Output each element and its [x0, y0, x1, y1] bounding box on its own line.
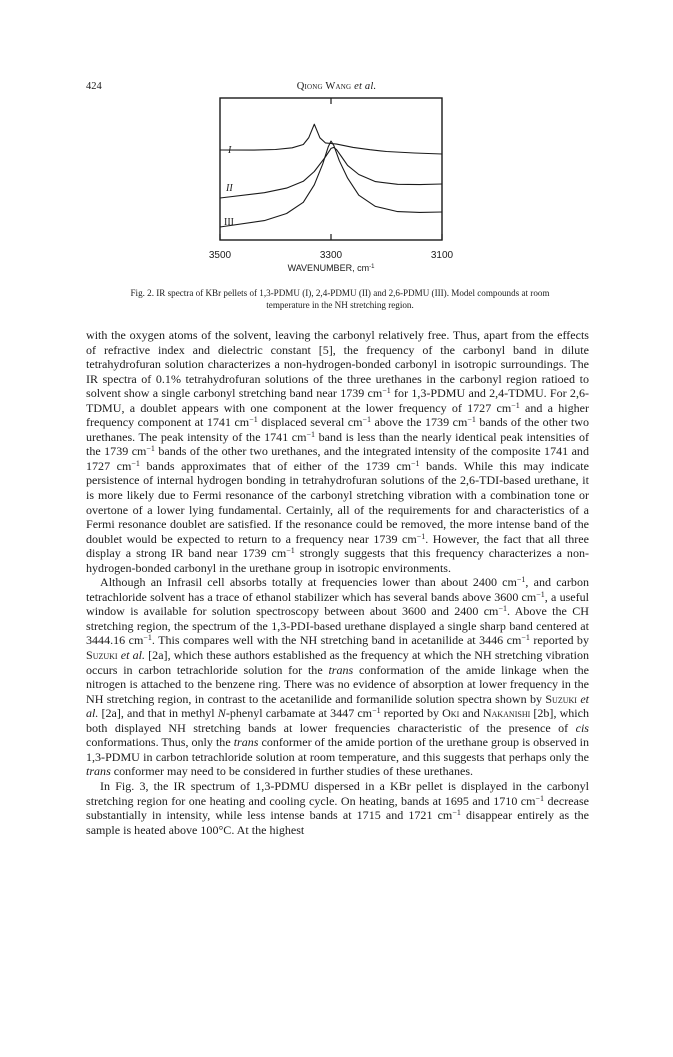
italic-text: et al. — [86, 691, 590, 721]
text-run: and — [459, 706, 483, 721]
superscript: −1 — [516, 575, 526, 585]
superscript: −1 — [131, 458, 140, 468]
text-run: with the oxygen atoms of the solvent, leaving the carbonyl relatively free. Thus, apart from the effects of refractive index and dielectric constant [5], the frequency of the carbonyl band in dilute tetrahydrofuran solution characterizes a non-hydrogen-bonded carbonyl in isotropic surroundings. The IR spectra of 0.1% tetrahydrofuran solutions of the three urethanes in the carbonyl region ratioed to solvent show a single carbonyl stretching band near 1739 cm — [86, 328, 589, 401]
text-run: reported by — [380, 706, 443, 721]
text-run: conformer of the amide portion of the urethane group is observed in 1,3-PDMU in carbon tetrachloride solution at room temperature, and this suggests that perhaps only the — [86, 735, 589, 764]
superscript: −1 — [467, 415, 476, 425]
curve-label-I: I — [228, 145, 232, 156]
text-run: [2b], which both displayed NH stretching bands at lower frequencies characteristic of the presence of — [86, 706, 590, 735]
text-run: decrease substantially in intensity, while less intense bands at 1715 and 1721 cm — [86, 793, 589, 823]
text-run: conformer may need to be considered in further studies of these urethanes. — [110, 764, 474, 779]
italic-text: et al. — [120, 648, 146, 663]
text-run: [2a], which these authors established as the frequency at which the NH stretching vibration occurs in carbon tetrachloride solution for the — [86, 648, 590, 677]
author-name: Suzuki — [545, 691, 577, 706]
text-run: , a useful window is available for solution spectroscopy between about 3600 and 2400 cm — [86, 589, 590, 619]
superscript: −1 — [382, 386, 391, 396]
superscript: −1 — [536, 589, 545, 599]
superscript: −1 — [306, 429, 316, 439]
x-tick-label: 3100 — [430, 250, 454, 261]
text-run: Although an Infrasil cell absorbs totally at frequencies lower than about 2400 cm — [100, 575, 517, 590]
running-head-etal: et al. — [354, 81, 377, 92]
text-run: . This compares well with the NH stretching band in acetanilide at 3446 cm — [151, 633, 522, 648]
body-paragraph — [86, 779, 589, 837]
superscript: −1 — [411, 458, 420, 468]
author-name: Suzuki — [86, 648, 118, 663]
text-run: bands of the other two urethanes, and the integrated intensity of the composite 1741 and 1727 cm — [86, 444, 589, 473]
spectrum-curve-I — [220, 124, 442, 154]
x-axis-label-sup: -1 — [369, 264, 375, 270]
text-run: bands approximates that of either of the 1739 cm — [139, 458, 412, 473]
curve-label-III: III — [224, 217, 234, 228]
text-run: In Fig. 3, the IR spectrum of 1,3-PDMU dispersed in a KBr pellet is displayed in the carbonyl stretching region for one heating and cooling cycle. On heating, bands at 1695 and 1710 cm — [86, 778, 589, 808]
superscript: −1 — [452, 808, 461, 818]
text-run: bands of the other two urethanes. The peak intensity of the 1741 cm — [86, 415, 589, 444]
text-run: [2a], and that in methyl — [98, 706, 218, 721]
superscript: −1 — [146, 444, 155, 454]
italic-text: trans — [328, 662, 354, 677]
x-axis-ticks — [220, 98, 442, 240]
figure-caption: Fig. 2. IR spectra of KBr pellets of 1,3-PDMU (I), 2,4-PDMU (II) and 2,6-PDMU (III). Model compounds at room temperature in the NH stretching region. — [130, 288, 550, 310]
text-run: bands. While this may indicate persistence of internal hydrogen bonding in tetrahydrofuran solutions of the 2,6-TDI-based urethane, it is more likely due to Fermi resonance of the carbonyl stretching vibration with a combination tone or overtone of a lower lying fundamental. Certainly, all of the requirements for and characteristics of a Fermi resonance doublet are satisfied. If the resonance could be removed, the more intense band of the doublet would be expected to return to a frequency near 1739 cm — [86, 458, 589, 546]
superscript: −1 — [143, 633, 152, 643]
superscript: −1 — [249, 415, 258, 425]
spectrum-curve-II — [220, 147, 442, 198]
text-run: and a higher frequency component at 1741 cm — [86, 400, 589, 430]
author-name: Oki — [442, 706, 460, 721]
italic-text: trans — [233, 735, 259, 750]
text-run: disappear entirely as the sample is heated above 100°C. At the highest — [86, 808, 589, 837]
x-axis-label-text: WAVENUMBER, cm — [287, 263, 370, 273]
superscript: −1 — [498, 604, 507, 614]
text-run: , and carbon tetrachloride solvent has a trace of ethanol stabilizer which has several bands above 3600 cm — [86, 575, 589, 604]
x-tick-label: 3500 — [208, 250, 232, 261]
author-name: Nakanishi — [482, 706, 531, 721]
x-tick-label: 3300 — [319, 250, 343, 261]
body-paragraph — [86, 328, 589, 575]
superscript: −1 — [416, 531, 426, 541]
plot-frame — [220, 98, 442, 240]
text-run: band is less than the nearly identical peak intensities of the 1739 cm — [86, 429, 590, 459]
page-number: 424 — [86, 81, 102, 92]
italic-text: trans — [86, 764, 111, 779]
text-run: above the 1739 cm — [371, 415, 468, 430]
ir-spectra-figure — [180, 88, 480, 284]
curve-label-II: II — [226, 183, 233, 194]
spectra-curves — [220, 124, 442, 227]
text-run: strongly suggests that this frequency characterizes a non-hydrogen-bonded carbonyl in the urethane group in isotropic environments. — [86, 546, 589, 575]
body-paragraph — [86, 575, 589, 779]
italic-text: cis — [575, 720, 589, 735]
running-head-author: Qiong Wang — [296, 81, 352, 92]
superscript: −1 — [372, 706, 381, 716]
body-text — [86, 328, 589, 837]
text-run: reported by — [529, 633, 589, 648]
italic-text: N — [217, 706, 226, 721]
superscript: −1 — [521, 633, 530, 643]
superscript: −1 — [286, 546, 295, 556]
text-run: displaced several cm — [257, 415, 363, 430]
superscript: −1 — [511, 400, 520, 410]
superscript: −1 — [535, 793, 545, 803]
text-run: -phenyl carbamate at 3447 cm — [225, 706, 373, 721]
superscript: −1 — [362, 415, 372, 425]
x-axis-label — [288, 263, 376, 273]
text-run: for 1,3-PDMU and 2,4-TDMU. For 2,6-TDMU, a doublet appears with one component at the lower frequency of 1727 cm — [86, 386, 589, 415]
text-run: conformations. Thus, only the — [86, 735, 234, 750]
text-run: . However, the fact that all three display a strong IR band near 1739 cm — [86, 531, 590, 561]
text-run: . Above the CH stretching region, the spectrum of the 1,3-PDI-based urethane displayed a single sharp band centered at 3444.16 cm — [86, 604, 589, 648]
text-run: conformation of the amide linkage when the nitrogen is attached to the benzene ring. There was no evidence of absorption at lower frequency in the NH stretching region, in contrast to the acetanilide and formanilide solution spectra shown by — [86, 662, 589, 706]
